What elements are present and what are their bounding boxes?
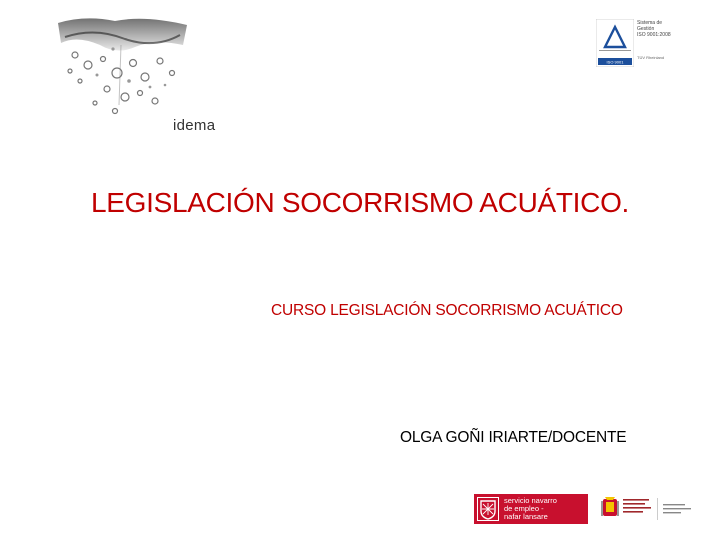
water-splash-icon xyxy=(55,15,190,125)
course-subtitle: CURSO LEGISLACIÓN SOCORRISMO ACUÁTICO xyxy=(271,302,623,319)
iso-badge-label: TÜV Rheinland xyxy=(637,55,665,60)
sne-line: nafar lansare xyxy=(504,512,548,521)
author-name: OLGA GOÑI IRIARTE/DOCENTE xyxy=(400,429,627,446)
logo-wordmark: idema xyxy=(173,117,216,134)
navarra-emblem-icon xyxy=(477,497,499,521)
ministry-text-lines xyxy=(623,498,693,522)
sne-logo-text xyxy=(504,497,557,521)
sne-line: servicio navarro xyxy=(504,496,557,505)
iso-line: ISO 9001:2008 xyxy=(637,32,671,38)
idema-logo xyxy=(55,15,216,134)
iso-certification-text xyxy=(637,20,679,38)
iso-line: Sistema de xyxy=(637,20,663,26)
iso-certification-badge xyxy=(596,19,680,67)
spain-coat-of-arms-icon xyxy=(601,497,619,520)
tuv-certification-icon xyxy=(596,19,634,67)
ministry-logo xyxy=(597,494,697,524)
svg-text:ISO 9001: ISO 9001 xyxy=(606,59,624,65)
sne-line: de empleo - xyxy=(504,504,544,513)
iso-line: Gestión xyxy=(637,26,655,32)
slide-title: LEGISLACIÓN SOCORRISMO ACUÁTICO. xyxy=(90,187,630,218)
servicio-navarro-empleo-logo xyxy=(474,494,588,524)
